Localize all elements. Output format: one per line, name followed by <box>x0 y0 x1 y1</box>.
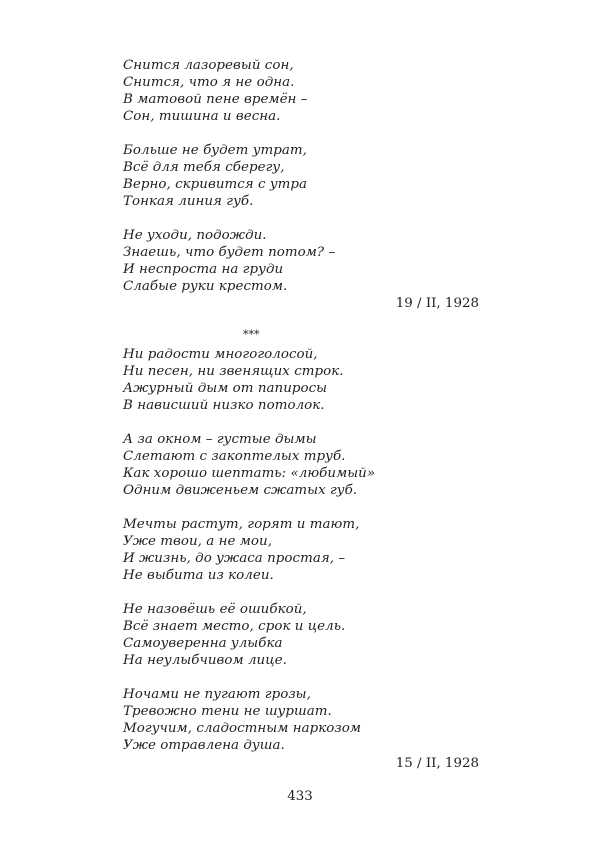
poem2-stanza-2 <box>123 431 483 499</box>
poem-line: Могучим, сладостным наркозом <box>123 721 362 736</box>
poem-line: Мечты растут, горят и тают, <box>123 517 360 532</box>
poem-line: Знаешь, что будет потом? – <box>123 245 336 260</box>
poem-line: Тонкая линия губ. <box>123 194 254 209</box>
poem-line: Не назовёшь её ошибкой, <box>123 602 307 617</box>
poem-line: Самоуверенна улыбка <box>123 636 283 651</box>
poem1-stanza-2 <box>123 142 483 210</box>
poem1-date: 19 / II, 1928 <box>395 296 479 311</box>
poem-line: Не уходи, подожди. <box>123 228 267 243</box>
poem-line: Всё для тебя сберегу, <box>123 160 285 175</box>
poem-line: Ни песен, ни звенящих строк. <box>123 364 344 379</box>
poem-line: Уже твои, а не мои, <box>123 534 273 549</box>
poem1-stanza-3 <box>123 227 483 295</box>
poem2-stanza-1 <box>123 346 483 414</box>
poem-line: В нависший низко потолок. <box>123 398 325 413</box>
poem-line: И неспроста на груди <box>123 262 284 277</box>
poem-line: Больше не будет утрат, <box>123 143 307 158</box>
poem-line: Всё знает место, срок и цель. <box>123 619 346 634</box>
poem-line: Снится лазоревый сон, <box>123 58 294 73</box>
poem-line: Не выбита из колеи. <box>123 568 274 583</box>
poem-line: Сон, тишина и весна. <box>123 109 281 124</box>
poem-line: И жизнь, до ужаса простая, – <box>123 551 346 566</box>
poem2-stanza-3 <box>123 516 483 584</box>
poem-line: Верно, скривится с утра <box>123 177 308 192</box>
poem-line: Снится, что я не одна. <box>123 75 295 90</box>
poem-line: Ажурный дым от папиросы <box>123 381 328 396</box>
poem2-stanza-5 <box>123 686 483 754</box>
poem2-stanza-4 <box>123 601 483 669</box>
poem-line: Слетают с закоптелых труб. <box>123 449 346 464</box>
section-divider: *** <box>243 328 260 341</box>
poem-line: Ночами не пугают грозы, <box>123 687 311 702</box>
poem-line: Ни радости многоголосой, <box>123 347 318 362</box>
poem-line: Слабые руки крестом. <box>123 279 288 294</box>
poem-line: В матовой пене времён – <box>123 92 308 107</box>
poem-line: Одним движеньем сжатых губ. <box>123 483 358 498</box>
poem-line: Как хорошо шептать: «любимый» <box>123 466 376 481</box>
page-number: 433 <box>287 789 313 804</box>
poem-line: На неулыбчивом лице. <box>123 653 287 668</box>
poem-line: Тревожно тени не шуршат. <box>123 704 332 719</box>
poem-line: А за окном – густые дымы <box>123 432 317 447</box>
poem2-date: 15 / II, 1928 <box>395 756 479 771</box>
poem-line: Уже отравлена душа. <box>123 738 285 753</box>
poem1-stanza-1 <box>123 57 483 125</box>
